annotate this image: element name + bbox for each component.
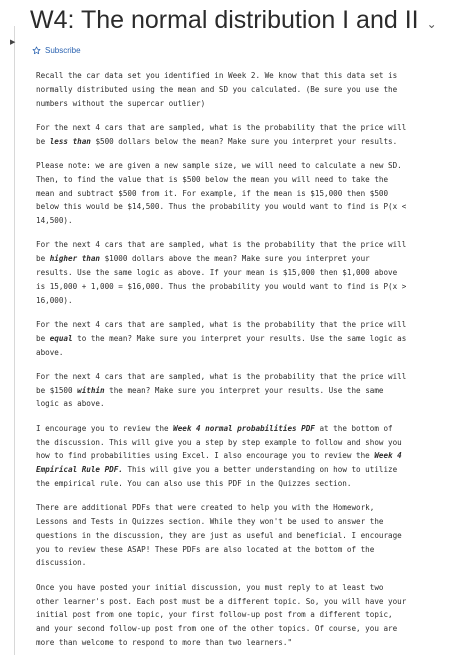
star-icon [32, 46, 41, 55]
body-paragraph [36, 69, 408, 110]
paragraph-text: the mean? Make sure you interpret your results. Use the same logic as above. [36, 385, 384, 409]
paragraph-text: Recall the car data set you identified in Week 2. We know that this data set is normally distributed using the mean and SD you calculated. (Be sure you use the numbers without the supercar outlier) [36, 71, 398, 108]
discussion-header [30, 6, 460, 35]
paragraph-text: For the next 4 cars that are sampled, what is the probability that the price will be $1500 [36, 371, 407, 395]
emphasized-text: Week 4 Empirical Rule PDF. [36, 451, 402, 475]
paragraph-text: Please note: we are given a new sample size, we will need to calculate a new SD. Then, to find the value that is $500 below the mean you will need to take the mean and subtract $500 from it. For example, if the mean is $15,000 then $500 below this would be $14,500. Thus the probability you would want to find is P(x < 14,500). [36, 160, 407, 226]
body-paragraph [36, 370, 408, 411]
emphasized-text: Week 4 normal probabilities PDF [173, 423, 315, 433]
body-paragraph [36, 121, 408, 149]
body-paragraph [36, 318, 408, 359]
paragraph-text: There are additional PDFs that were created to help you with the Homework, Lessons and Tests in Quizzes section. While they won't be used to answer the questions in the discussion, they are just as useful and beneficial. I encourage you to review these ASAP! These PDFs are also located at the bottom of the discussion. [36, 503, 402, 568]
subscribe-label: Subscribe [45, 46, 81, 55]
emphasized-text: equal [49, 333, 73, 343]
paragraph-text: $1000 dollars above the mean? Make sure you interpret your results. Use the same logic as above. If your mean is $15,000 then $1,000 above is 15,000 + 1,000 = $16,000. Thus the probability you would want to find is P(x > 16,000). [36, 254, 407, 305]
body-paragraph [36, 581, 408, 650]
body-paragraph [36, 501, 408, 570]
paragraph-text: For the next 4 cars that are sampled, what is the probability that the price will be [36, 240, 407, 264]
chevron-down-icon[interactable]: ⌄ [426, 16, 437, 31]
body-paragraph [36, 159, 408, 228]
discussion-body [36, 69, 408, 650]
paragraph-text: to the mean? Make sure you interpret your results. Use the same logic as above. [36, 333, 407, 357]
emphasized-text: less than [49, 136, 91, 146]
subscribe-button[interactable] [32, 46, 81, 55]
paragraph-text: For the next 4 cars that are sampled, what is the probability that the price will be [36, 122, 407, 146]
paragraph-text: I encourage you to review the [36, 423, 174, 433]
paragraph-text: $500 dollars below the mean? Make sure you interpret your results. [90, 136, 398, 146]
paragraph-text: For the next 4 cars that are sampled, what is the probability that the price will be [36, 319, 407, 343]
left-divider [14, 26, 15, 655]
collapse-caret-icon[interactable]: ▶ [10, 38, 16, 46]
emphasized-text: within [77, 385, 105, 395]
paragraph-text: at the bottom of the discussion. This will give you a step by step example to follow and show you how to find probabilities using Excel. I also encourage you to review the [36, 423, 402, 461]
paragraph-text: This will give you a better understanding on how to utilize the empirical rule. You can also use this PDF in the Quizzes section. [36, 465, 398, 488]
body-paragraph [36, 422, 408, 491]
page-title: W4: The normal distribution I and II [30, 6, 419, 34]
body-paragraph [36, 238, 408, 307]
emphasized-text: higher than [49, 254, 101, 264]
paragraph-text: Once you have posted your initial discussion, you must reply to at least two other learner's post. Each post must be a different topic. So, you will have your initial post from one topic, your first follow-up post from a different topic, and your second follow-up post from one of the other topics. Of course, you are more than welcome to respond to more than two learners." [36, 582, 407, 647]
